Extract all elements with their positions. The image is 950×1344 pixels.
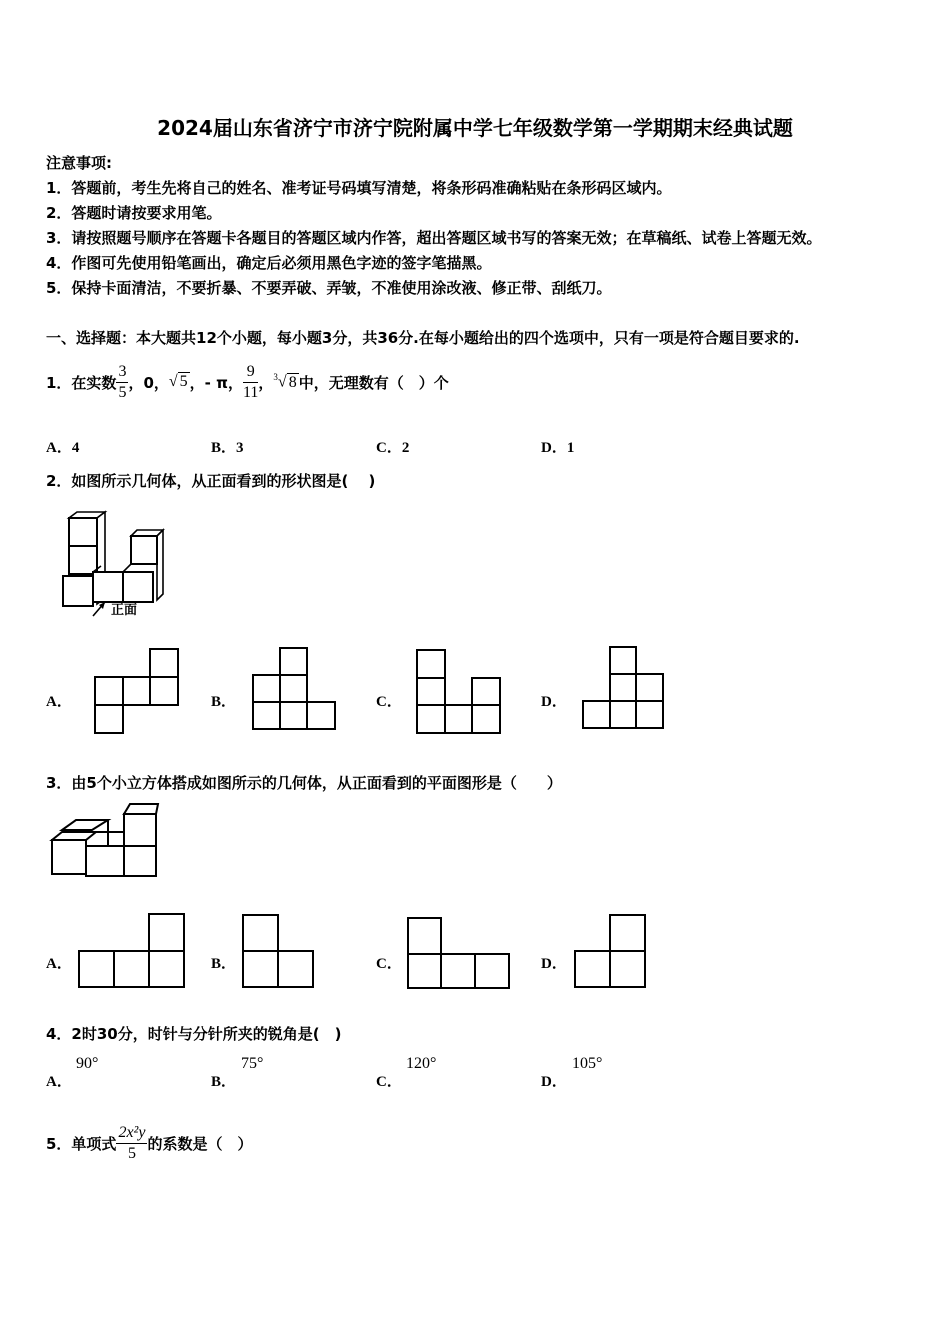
- notice-item-5: 5．保持卡面清洁，不要折暴、不要弄破、弄皱，不准使用涂改液、修正带、刮纸刀。: [46, 279, 612, 297]
- q1-sep-1: ，0，: [128, 373, 169, 392]
- page-title: 2024届山东省济宁市济宁院附属中学七年级数学第一学期期末经典试题: [157, 116, 793, 140]
- q1-suffix: 中，无理数有（ ）个: [298, 373, 449, 392]
- q3-option-b-figure: [242, 914, 318, 992]
- q1-option-c: C．2: [376, 440, 410, 456]
- q4-option-d-value: 105°: [572, 1055, 603, 1072]
- q2-option-b-label: B．: [211, 694, 237, 710]
- q1-option-d: D．1: [541, 440, 575, 456]
- q1-prefix: 1．在实数: [46, 373, 117, 392]
- question-1: [46, 352, 449, 412]
- q4-option-a-label: A．: [46, 1074, 72, 1090]
- q1-fraction-1: $\frac{3}{5}$: [118, 362, 127, 401]
- q2-option-a-label: A．: [46, 694, 72, 710]
- q1-neg-pi: ，- π，: [189, 373, 243, 392]
- q4-option-c-label: C．: [376, 1074, 402, 1090]
- q2-option-d-label: D．: [541, 694, 567, 710]
- q2-front-label: 正面: [111, 603, 138, 618]
- q3-option-c-figure: [407, 917, 515, 993]
- q2-option-c-label: C．: [376, 694, 402, 710]
- q2-option-a-figure: [94, 648, 180, 734]
- section-heading: 一、选择题：本大题共12个小题，每小题3分，共36分.在每小题给出的四个选项中，只有一项是符合题目要求的.: [46, 329, 800, 347]
- q2-option-c-figure: [416, 649, 502, 735]
- notice-item-2: 2．答题时请按要求用笔。: [46, 204, 222, 222]
- question-3: 3．由5个小立方体搭成如图所示的几何体，从正面看到的平面图形是（ ）: [46, 774, 562, 792]
- question-4: 4．2时30分，时针与分针所夹的锐角是( ): [46, 1025, 342, 1043]
- notice-heading: 注意事项:: [46, 154, 112, 172]
- q1-sep-2: ，: [258, 373, 274, 392]
- q1-sqrt-5: √ 5: [168, 373, 188, 390]
- q2-option-d-figure: [582, 646, 668, 732]
- q3-geometry-figure: [46, 802, 161, 880]
- notice-item-3: 3．请按照题号顺序在答题卡各题目的答题区域内作答，超出答题区域书写的答案无效；在草稿纸、试卷上答题无效。: [46, 229, 822, 247]
- q3-option-d-label: D．: [541, 956, 567, 972]
- q2-geometry-figure: [55, 508, 165, 623]
- q1-fraction-2: $\frac{9}{11}$: [242, 362, 259, 401]
- q4-option-d-label: D．: [541, 1074, 567, 1090]
- q3-option-c-label: C．: [376, 956, 402, 972]
- q4-option-c-value: 120°: [406, 1055, 437, 1072]
- q3-option-d-figure: [574, 914, 650, 992]
- q1-option-a: A．4: [46, 440, 80, 456]
- q3-option-b-label: B．: [211, 956, 237, 972]
- question-2: 2．如图所示几何体，从正面看到的形状图是( ): [46, 472, 376, 490]
- q1-option-b: B．3: [211, 440, 244, 456]
- q5-monomial-fraction: $\frac{\text{2x²y}}{5}$: [118, 1123, 146, 1162]
- q1-cube-root-8: $^3$√ 8: [273, 372, 297, 391]
- q4-option-b-label: B．: [211, 1074, 237, 1090]
- notice-item-4: 4．作图可先使用铅笔画出，确定后必须用黑色字迹的签字笔描黑。: [46, 254, 492, 272]
- q5-prefix: 5．单项式: [46, 1134, 117, 1153]
- q2-option-b-figure: [252, 647, 338, 733]
- q4-option-b-value: 75°: [241, 1055, 264, 1072]
- question-5: [46, 1118, 252, 1168]
- q5-suffix: 的系数是（ ）: [147, 1134, 253, 1153]
- q4-option-a-value: 90°: [76, 1055, 99, 1072]
- q3-option-a-figure: [78, 913, 188, 991]
- notice-item-1: 1．答题前，考生先将自己的姓名、准考证号码填写清楚，将条形码准确粘贴在条形码区域内。: [46, 179, 672, 197]
- q3-option-a-label: A．: [46, 956, 72, 972]
